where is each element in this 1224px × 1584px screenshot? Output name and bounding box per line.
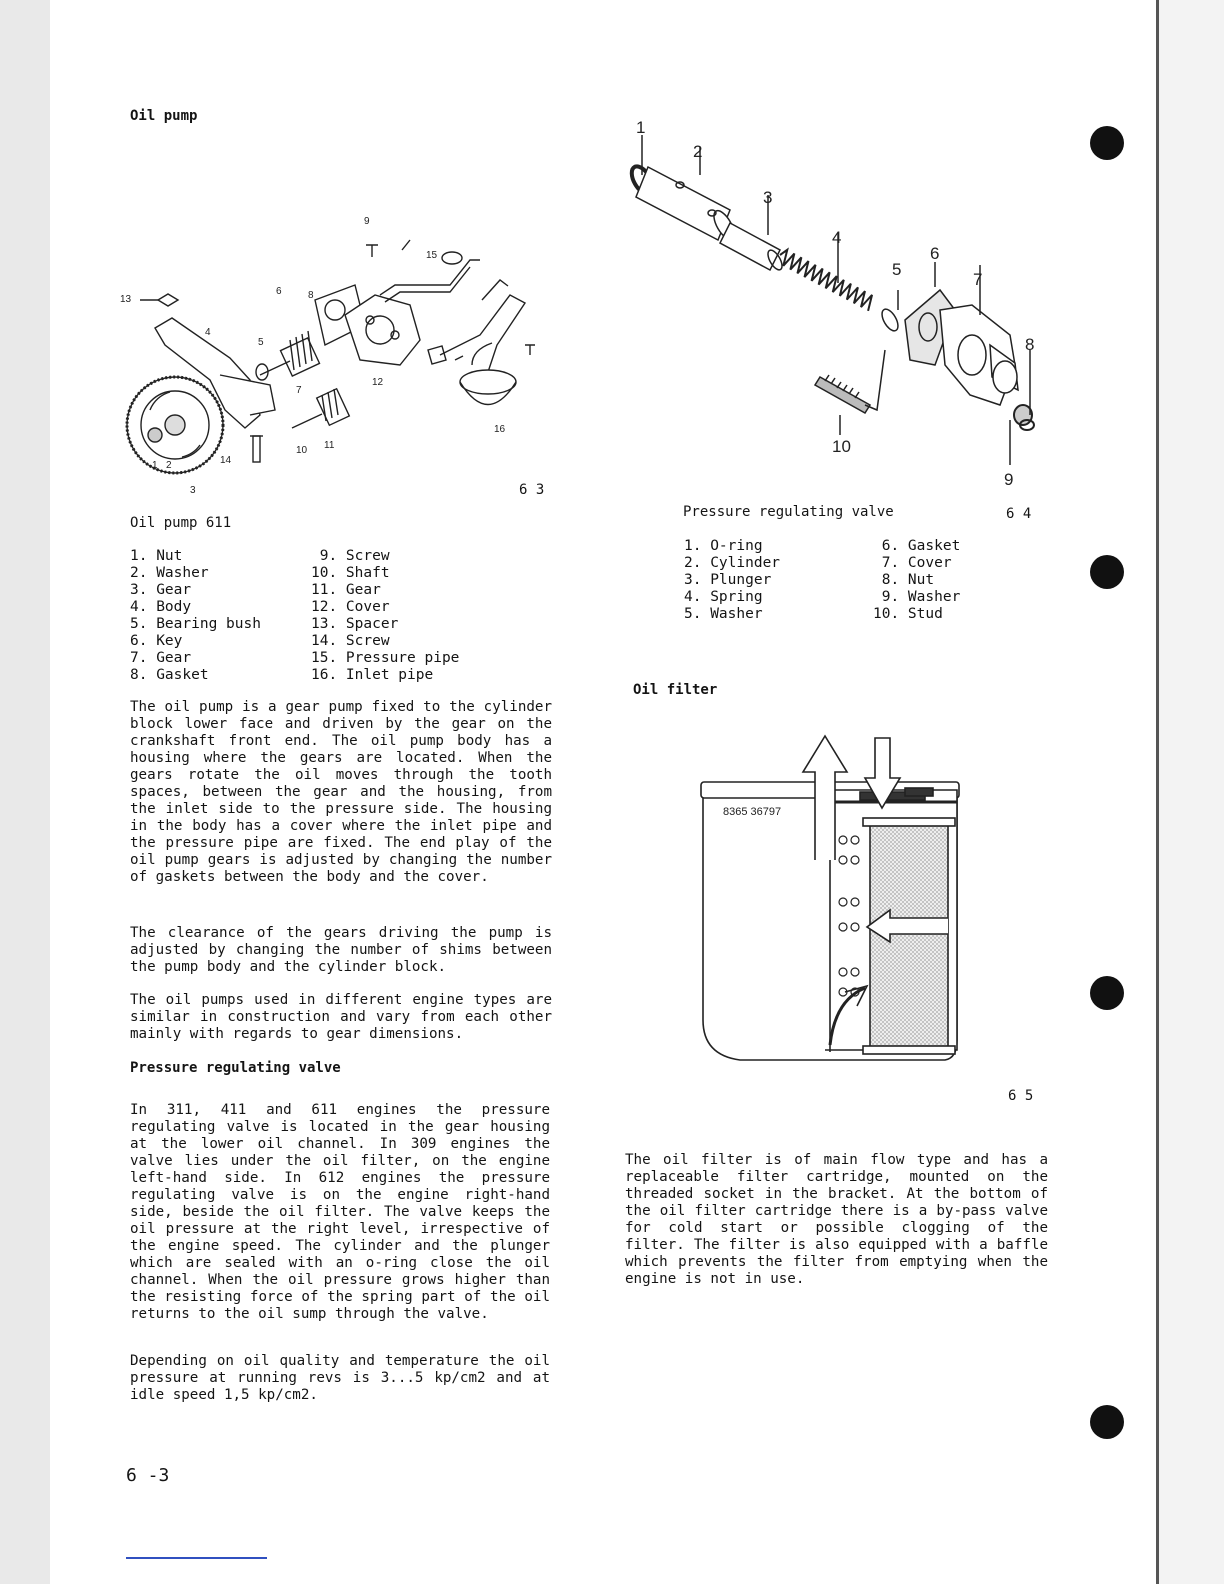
list-item: 8. Gasket — [130, 667, 209, 683]
list-item: 2. Washer — [130, 565, 209, 581]
fig63-callout-12: 12 — [372, 377, 384, 388]
oil-pump-parts-list-col1 — [130, 548, 261, 684]
page-number: 6 -3 — [126, 1465, 170, 1486]
list-item: 12. Cover — [311, 599, 390, 615]
fig63-callout-11: 11 — [324, 440, 335, 451]
list-item: 2. Cylinder — [684, 555, 781, 571]
list-item: 9. Washer — [873, 589, 961, 605]
oil-pump-paragraph-3: The oil pumps used in different engine types are similar in construction and vary from each other mainly with regards to gear dimensions. — [130, 992, 552, 1042]
figure-6-4-number: 6 4 — [1006, 506, 1032, 522]
list-item: 9. Screw — [311, 548, 390, 564]
valve-parts-list-col2 — [873, 538, 960, 623]
binder-hole-3 — [1090, 976, 1124, 1010]
list-item: 6. Gasket — [873, 538, 961, 554]
binder-hole-1 — [1090, 126, 1124, 160]
fig64-callout-3: 3 — [763, 188, 773, 207]
fig63-callout-7: 7 — [296, 385, 302, 396]
list-item: 15. Pressure pipe — [311, 650, 460, 666]
list-item: 3. Gear — [130, 582, 192, 598]
fig63-callout-3: 3 — [190, 485, 196, 496]
oil-filter-cutaway-diagram — [695, 730, 970, 1070]
oil-filter-heading: Oil filter — [633, 682, 718, 698]
list-item: 4. Body — [130, 599, 192, 615]
fig63-callout-6: 6 — [276, 286, 282, 297]
figure-6-4-caption: Pressure regulating valve — [683, 504, 894, 520]
list-item: 3. Plunger — [684, 572, 772, 588]
list-item: 7. Gear — [130, 650, 192, 666]
list-item: 14. Screw — [311, 633, 390, 649]
figure-6-5-number: 6 5 — [1008, 1088, 1034, 1104]
scan-mark-line — [126, 1557, 267, 1559]
list-item: 8. Nut — [873, 572, 935, 588]
fig63-callout-8: 8 — [308, 290, 314, 301]
oil-filter-paragraph: The oil filter is of main flow type and has a replaceable filter cartridge, mounted on the threaded socket in the bracket. At the bottom of the oil filter cartridge there is a by-pass valve for cold start or possible clogging of the filter. The filter is also equipped with a baffle which prevents the filter from emptying when the engine is not in use. — [625, 1152, 1048, 1287]
scan-left-margin — [0, 0, 50, 1584]
oil-pump-exploded-diagram — [110, 210, 560, 500]
list-item: 10. Shaft — [311, 565, 390, 581]
oil-pump-parts-list-col2 — [311, 548, 459, 684]
valve-parts-list-col1 — [684, 538, 780, 623]
fig63-callout-2: 2 — [166, 460, 172, 471]
figure-6-3-caption: Oil pump 611 — [130, 515, 232, 531]
list-item: 11. Gear — [311, 582, 381, 598]
pressure-valve-paragraph-1: In 311, 411 and 611 engines the pressure regulating valve is located in the gear housing at the lower oil channel. In 309 engines the valve lies under the oil filter, on the engine left-hand side. In 612 engines the pressure regulating valve is on the engine right-hand side, beside the oil filter. The valve keeps the oil pressure at the right level, irrespective of the engine speed. The cylinder and the plunger which are sealed with an o-ring close the oil channel. When the oil pressure grows higher than the resisting force of the spring part of the oil returns to the oil sump through the valve. — [130, 1102, 550, 1322]
fig63-callout-5: 5 — [258, 337, 264, 348]
fig64-callout-5: 5 — [892, 260, 902, 279]
filter-part-number: 8365 36797 — [723, 806, 782, 818]
list-item: 7. Cover — [873, 555, 952, 571]
fig63-callout-13: 13 — [120, 294, 132, 305]
fig64-callout-2: 2 — [693, 142, 703, 161]
list-item: 4. Spring — [684, 589, 763, 605]
fig64-callout-9: 9 — [1004, 470, 1014, 489]
pressure-valve-paragraph-2: Depending on oil quality and temperature the oil pressure at running revs is 3...5 kp/cm2 and at idle speed 1,5 kp/cm2. — [130, 1353, 550, 1403]
pressure-valve-heading: Pressure regulating valve — [130, 1060, 341, 1076]
binder-hole-4 — [1090, 1405, 1124, 1439]
list-item: 5. Bearing bush — [130, 616, 261, 632]
list-item: 10. Stud — [873, 606, 943, 622]
fig63-callout-16: 16 — [494, 424, 506, 435]
list-item: 1. O-ring — [684, 538, 763, 554]
fig64-callout-1: 1 — [636, 118, 646, 137]
list-item: 6. Key — [130, 633, 183, 649]
figure-6-3-number: 6 3 — [519, 482, 545, 498]
oil-pump-paragraph-2: The clearance of the gears driving the pump is adjusted by changing the number of shims between the pump body and the cylinder block. — [130, 925, 552, 975]
fig63-callout-1: 1 — [152, 460, 158, 471]
fig64-callout-7: 7 — [973, 270, 983, 289]
list-item: 16. Inlet pipe — [311, 667, 434, 683]
fig64-callout-6: 6 — [930, 244, 940, 263]
fig63-callout-14: 14 — [220, 455, 232, 466]
fig63-callout-15: 15 — [426, 250, 438, 261]
list-item: 1. Nut — [130, 548, 183, 564]
oil-pump-heading: Oil pump — [130, 108, 198, 124]
binder-hole-2 — [1090, 555, 1124, 589]
fig63-callout-9: 9 — [364, 216, 370, 227]
fig64-callout-4: 4 — [832, 228, 842, 247]
fig63-callout-4: 4 — [205, 327, 211, 338]
fig64-callout-10: 10 — [832, 437, 851, 456]
pressure-valve-exploded-diagram — [620, 115, 1060, 495]
scan-right-margin — [1159, 0, 1224, 1584]
fig64-callout-8: 8 — [1025, 335, 1035, 354]
list-item: 5. Washer — [684, 606, 763, 622]
oil-pump-paragraph-1: The oil pump is a gear pump fixed to the cylinder block lower face and driven by the gear on the crankshaft front end. The oil pump body has a housing where the gears are located. When the gears rotate the oil moves through the tooth spaces, between the gear and the housing, from the inlet side to the pressure side. The housing in the body has a cover where the inlet pipe and the pressure pipe are fixed. The end play of the oil pump gears is adjusted by changing the number of gaskets between the body and the cover. — [130, 699, 552, 885]
fig63-callout-10: 10 — [296, 445, 308, 456]
list-item: 13. Spacer — [311, 616, 399, 632]
